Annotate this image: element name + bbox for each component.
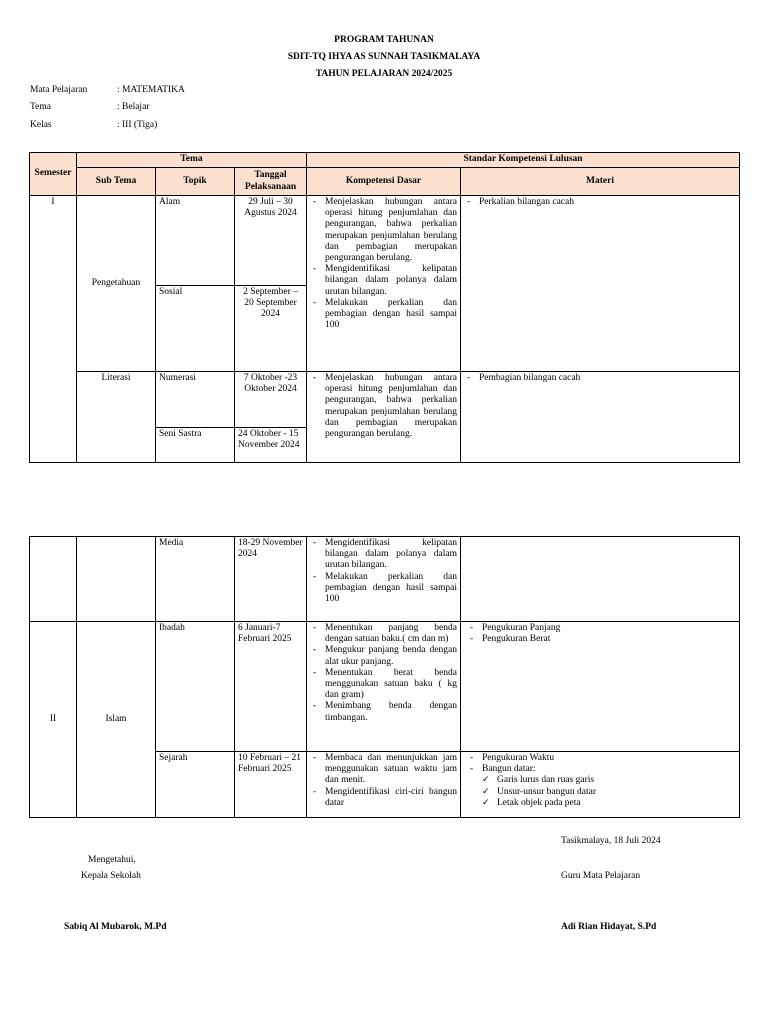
kd-item: - Menentukan berat benda menggunakan satuan baku ( kg dan gram)	[310, 668, 457, 702]
program-table-semester-2	[29, 536, 740, 818]
meta-label-subject: Mata Pelajaran	[30, 85, 88, 95]
materi-item: - Pengukuran Waktu	[467, 753, 736, 764]
teacher-name: Adi Rian Hidayat, S.Pd	[561, 922, 657, 932]
sub-tema-cell-empty	[77, 537, 156, 622]
kd-item: - Melakukan perkalian dan pembagian dengan hasil sampai 100	[310, 298, 457, 332]
topik-cell: Media	[156, 537, 235, 622]
doc-title: PROGRAM TAHUNAN	[334, 35, 434, 45]
kd-item: - Mengidentifikasi kelipatan bilangan dalam polanya dalam urutan bilangan.	[310, 264, 457, 298]
kompetensi-dasar-cell	[307, 196, 461, 372]
header-topik: Topik	[156, 168, 235, 196]
kd-item: - Menentukan panjang benda dengan satuan baku.( cm dan m)	[310, 623, 457, 645]
topik-cell: Sejarah	[156, 752, 235, 818]
tanggal-cell: 18-29 November 2024	[235, 537, 307, 622]
materi-cell	[461, 622, 740, 752]
topik-cell: Ibadah	[156, 622, 235, 752]
tanggal-cell: 2 September – 20 September 2024	[235, 286, 307, 372]
kd-item: - Menimbang benda dengan timbangan.	[310, 701, 457, 723]
meta-label-theme: Tema	[30, 102, 51, 112]
kd-item: - Mengidentifikasi ciri-ciri bangun datar	[310, 787, 457, 809]
acknowledged-label: Mengetahui,	[88, 855, 136, 865]
meta-label-class: Kelas	[30, 120, 52, 130]
bangun-datar-item: ✓ Letak objek pada peta	[482, 798, 736, 809]
header-materi: Materi	[461, 168, 740, 196]
materi-item: - Pengukuran Panjang	[467, 623, 736, 634]
kd-item: - Membaca dan menunjukkan jam menggunakan satuan waktu jam dan menit.	[310, 753, 457, 787]
topik-cell: Alam	[156, 196, 235, 286]
materi-cell-empty	[461, 537, 740, 622]
kompetensi-dasar-cell	[307, 537, 461, 622]
header-sub-tema: Sub Tema	[77, 168, 156, 196]
semester-cell: I	[30, 196, 77, 463]
kd-item: - Menjelaskan hubungan antara operasi hitung penjumlahan dan pengurangan, bahwa perkalian merupakan penjumlahan berulang dan pembagian merupakan pengurangan berulang.	[310, 373, 457, 440]
materi-cell	[461, 752, 740, 818]
sub-tema-cell: Islam	[77, 622, 156, 818]
kd-item: - Mengukur panjang benda dengan alat ukur panjang.	[310, 645, 457, 667]
meta-value-class: : III (Tiga)	[117, 120, 158, 130]
topik-cell: Numerasi	[156, 372, 235, 428]
bangun-datar-item: ✓ Garis lurus dan ruas garis	[482, 775, 736, 786]
tanggal-cell: 7 Oktober -23 Oktober 2024	[235, 372, 307, 428]
materi-item: - Pengukuran Berat	[467, 634, 736, 645]
kompetensi-dasar-cell	[307, 372, 461, 463]
header-kompetensi-dasar: Kompetensi Dasar	[307, 168, 461, 196]
header-tema: Tema	[77, 153, 307, 168]
principal-title: Kepala Sekolah	[81, 871, 141, 881]
place-date: Tasikmalaya, 18 Juli 2024	[561, 836, 661, 846]
kd-item: - Melakukan perkalian dan pembagian dengan hasil sampai 100	[310, 572, 457, 606]
topik-cell: Seni Sastra	[156, 428, 235, 463]
kd-item: - Mengidentifikasi kelipatan bilangan dalam polanya dalam urutan bilangan.	[310, 538, 457, 572]
semester-cell-empty	[30, 537, 77, 622]
sub-tema-cell: Literasi	[77, 372, 156, 463]
materi-item: - Perkalian bilangan cacah	[464, 197, 736, 208]
principal-name: Sabiq Al Mubarok, M.Pd	[64, 922, 167, 932]
header-skl: Standar Kompetensi Lulusan	[307, 153, 740, 168]
topik-cell: Sosial	[156, 286, 235, 372]
sub-tema-cell: Pengetahuan	[77, 196, 156, 372]
semester-cell: II	[30, 622, 77, 818]
meta-value-subject: : MATEMATIKA	[117, 85, 185, 95]
tanggal-cell: 24 Oktober - 15 November 2024	[235, 428, 307, 463]
meta-value-theme: : Belajar	[117, 102, 150, 112]
materi-item: - Pembagian bilangan cacah	[464, 373, 736, 384]
header-semester: Semester	[30, 153, 77, 196]
program-table-semester-1	[29, 152, 740, 463]
materi-cell	[461, 372, 740, 463]
materi-item: - Bangun datar:	[467, 764, 736, 775]
kd-item: - Menjelaskan hubungan antara operasi hitung penjumlahan dan pengurangan, bahwa perkalian merupakan penjumlahan berulang dan pembagian merupakan pengurangan berulang.	[310, 197, 457, 264]
bangun-datar-item: ✓ Unsur-unsur bangun datar	[482, 787, 736, 798]
tanggal-cell: 10 Februari – 21 Februari 2025	[235, 752, 307, 818]
academic-year: TAHUN PELAJARAN 2024/2025	[315, 69, 453, 79]
tanggal-cell: 6 Januari-7 Februari 2025	[235, 622, 307, 752]
kompetensi-dasar-cell	[307, 622, 461, 752]
tanggal-cell: 29 Juli – 30 Agustus 2024	[235, 196, 307, 286]
kompetensi-dasar-cell	[307, 752, 461, 818]
header-tanggal: Tanggal Pelaksanaan	[235, 168, 307, 196]
materi-cell	[461, 196, 740, 372]
school-name: SDIT-TQ IHYA AS SUNNAH TASIKMALAYA	[287, 52, 481, 62]
teacher-title: Guru Mata Pelajaran	[561, 871, 641, 881]
